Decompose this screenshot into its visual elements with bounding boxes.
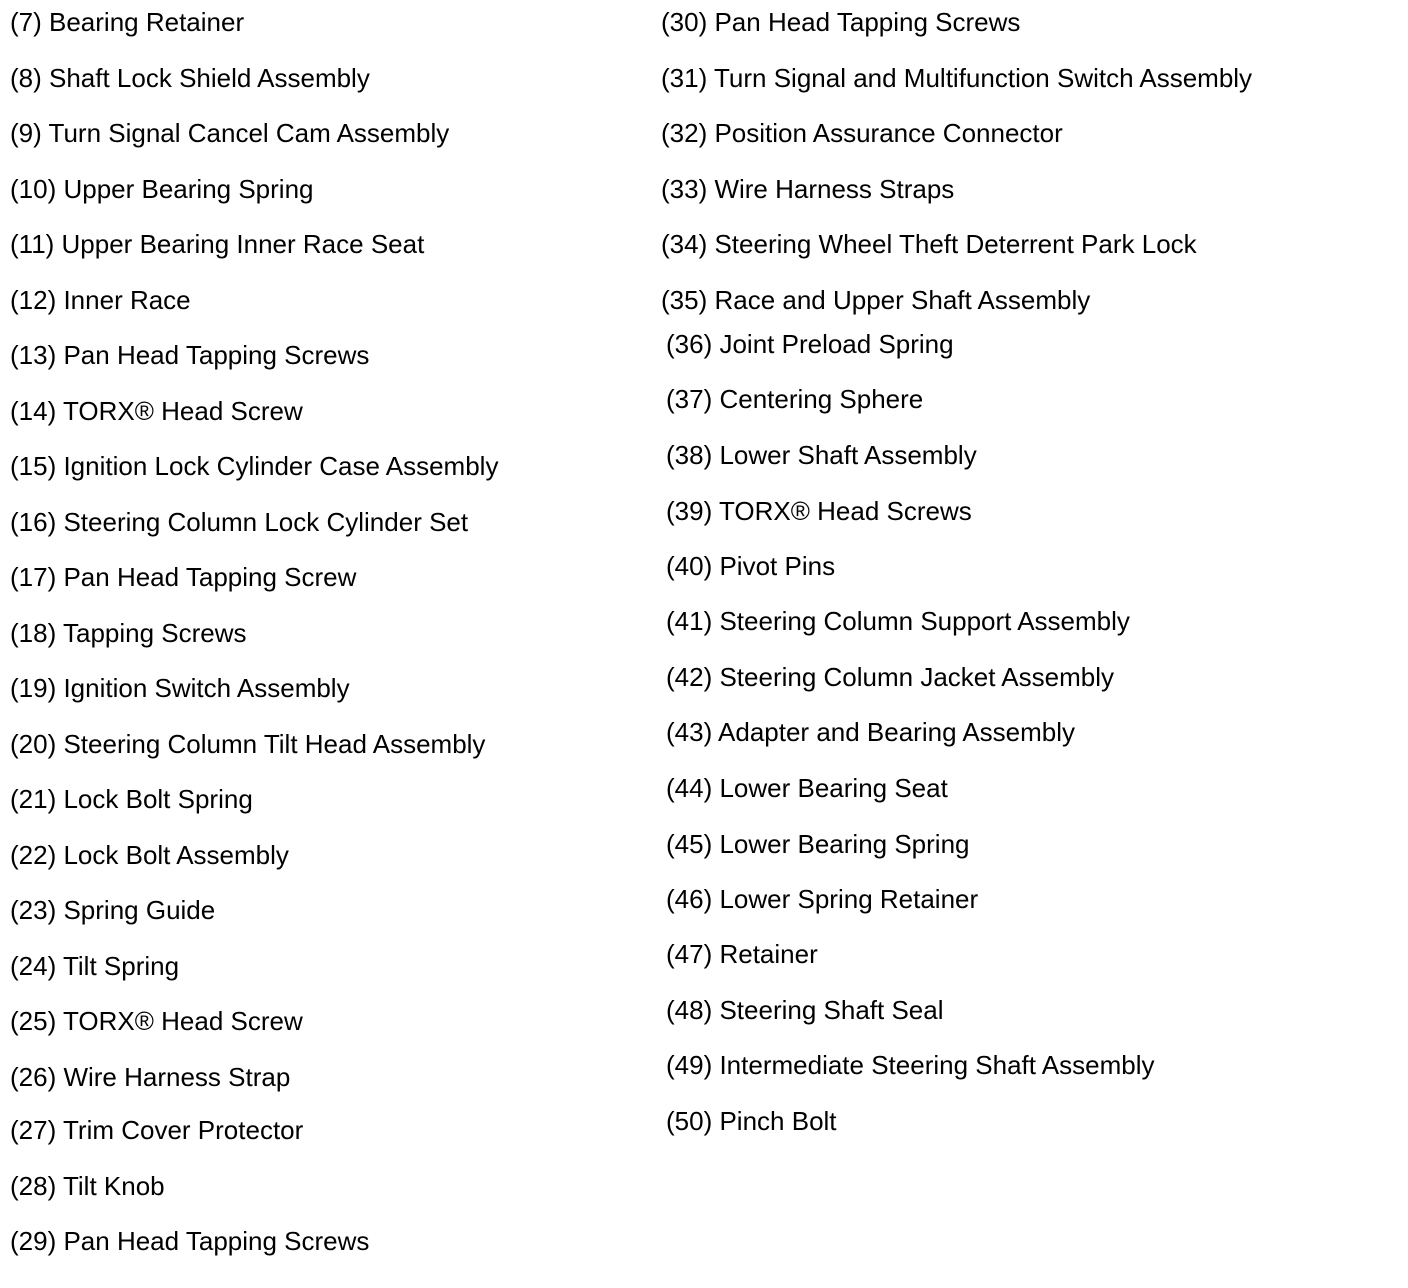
part-item-19: (19) Ignition Switch Assembly <box>10 673 350 703</box>
part-item-42: (42) Steering Column Jacket Assembly <box>666 662 1114 692</box>
part-item-49: (49) Intermediate Steering Shaft Assembly <box>666 1050 1155 1080</box>
part-item-48: (48) Steering Shaft Seal <box>666 995 944 1025</box>
part-item-50: (50) Pinch Bolt <box>666 1106 837 1136</box>
part-item-46: (46) Lower Spring Retainer <box>666 884 979 914</box>
part-item-8: (8) Shaft Lock Shield Assembly <box>10 63 370 93</box>
part-item-10: (10) Upper Bearing Spring <box>10 174 314 204</box>
part-item-39: (39) TORX® Head Screws <box>666 496 972 526</box>
part-item-21: (21) Lock Bolt Spring <box>10 784 253 814</box>
part-item-26: (26) Wire Harness Strap <box>10 1062 291 1092</box>
part-item-34: (34) Steering Wheel Theft Deterrent Park Lock <box>661 229 1197 259</box>
part-item-12: (12) Inner Race <box>10 285 191 315</box>
part-item-35: (35) Race and Upper Shaft Assembly <box>661 285 1091 315</box>
part-item-36: (36) Joint Preload Spring <box>666 329 954 359</box>
part-item-40: (40) Pivot Pins <box>666 551 836 581</box>
part-item-11: (11) Upper Bearing Inner Race Seat <box>10 229 425 259</box>
part-item-27: (27) Trim Cover Protector <box>10 1115 304 1145</box>
part-item-22: (22) Lock Bolt Assembly <box>10 840 289 870</box>
part-item-32: (32) Position Assurance Connector <box>661 118 1063 148</box>
part-item-9: (9) Turn Signal Cancel Cam Assembly <box>10 118 450 148</box>
part-item-23: (23) Spring Guide <box>10 895 216 925</box>
part-item-13: (13) Pan Head Tapping Screws <box>10 340 370 370</box>
part-item-37: (37) Centering Sphere <box>666 384 924 414</box>
part-item-38: (38) Lower Shaft Assembly <box>666 440 977 470</box>
part-item-18: (18) Tapping Screws <box>10 618 247 648</box>
part-item-43: (43) Adapter and Bearing Assembly <box>666 717 1076 747</box>
part-item-30: (30) Pan Head Tapping Screws <box>661 7 1021 37</box>
part-item-29: (29) Pan Head Tapping Screws <box>10 1226 370 1256</box>
part-item-7: (7) Bearing Retainer <box>10 7 245 37</box>
part-item-44: (44) Lower Bearing Seat <box>666 773 948 803</box>
part-item-24: (24) Tilt Spring <box>10 951 180 981</box>
part-item-17: (17) Pan Head Tapping Screw <box>10 562 357 592</box>
part-item-28: (28) Tilt Knob <box>10 1171 165 1201</box>
part-item-33: (33) Wire Harness Straps <box>661 174 955 204</box>
part-item-47: (47) Retainer <box>666 939 818 969</box>
part-item-25: (25) TORX® Head Screw <box>10 1006 303 1036</box>
part-item-45: (45) Lower Bearing Spring <box>666 829 970 859</box>
part-item-16: (16) Steering Column Lock Cylinder Set <box>10 507 469 537</box>
part-item-20: (20) Steering Column Tilt Head Assembly <box>10 729 486 759</box>
part-item-31: (31) Turn Signal and Multifunction Switch Assembly <box>661 63 1253 93</box>
part-item-14: (14) TORX® Head Screw <box>10 396 303 426</box>
part-item-41: (41) Steering Column Support Assembly <box>666 606 1130 636</box>
part-item-15: (15) Ignition Lock Cylinder Case Assembly <box>10 451 499 481</box>
